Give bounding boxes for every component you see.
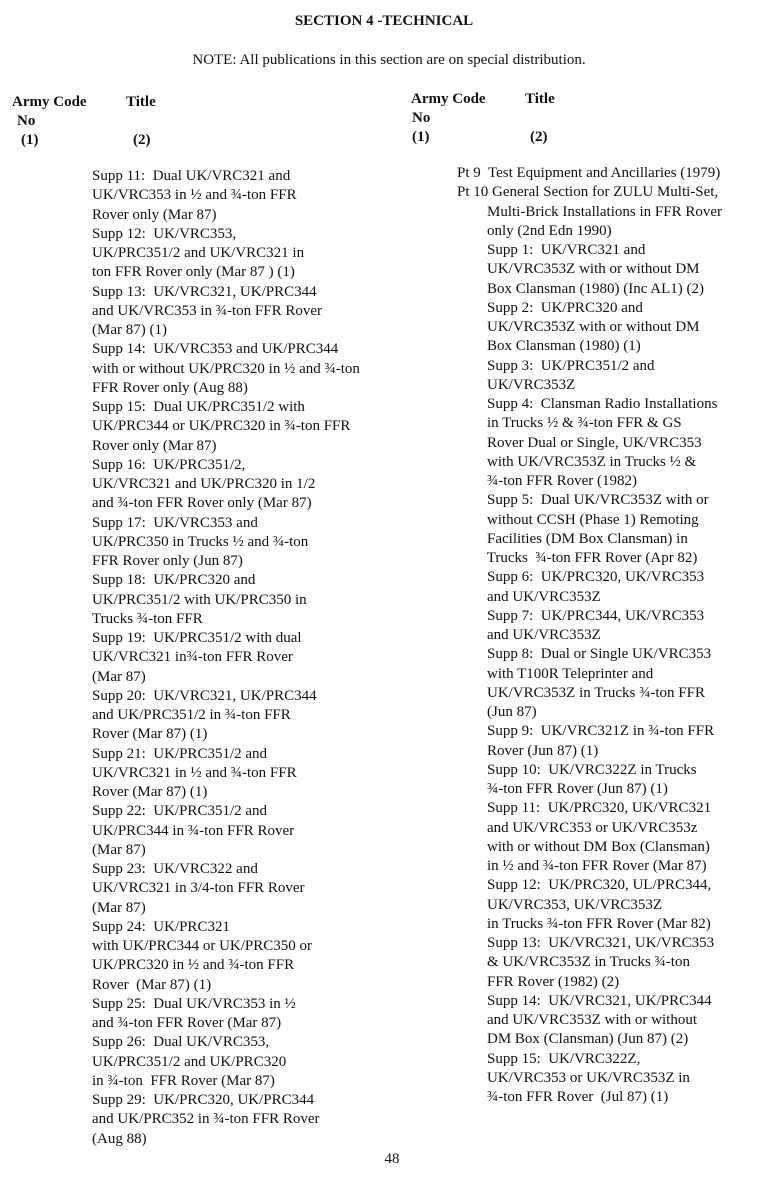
publication-line: only (2nd Edn 1990)	[457, 222, 612, 239]
publication-line: with T100R Teleprinter and	[457, 665, 654, 682]
publication-line: ¾-ton FFR Rover (Jul 87) (1)	[457, 1089, 669, 1105]
publication-line: Supp 7: UK/PRC344, UK/VRC353	[457, 607, 705, 624]
publication-line: & UK/VRC353Z in Trucks ¾-ton	[457, 954, 690, 971]
publication-line: (Jun 87)	[457, 704, 537, 720]
title-header-right: Title	[525, 91, 555, 107]
publication-line: UK/VRC353Z	[457, 376, 576, 393]
publication-line: UK/PRC344 or UK/PRC320 in ¾-ton FFR	[92, 418, 351, 435]
publication-line: Supp 8: Dual or Single UK/VRC353	[457, 646, 712, 663]
publication-line: with UK/VRC353Z in Trucks ½ &	[457, 453, 697, 470]
publication-line: UK/VRC321 in¾-ton FFR Rover	[92, 649, 293, 666]
publication-line: Pt 10 General Section for ZULU Multi-Set,	[457, 184, 719, 201]
publication-line: DM Box (Clansman) (Jun 87) (2)	[457, 1031, 689, 1048]
publication-line: UK/VRC321 and UK/PRC320 in 1/2	[92, 476, 316, 492]
army-code-header: Army Code	[12, 94, 87, 110]
publication-line: UK/VRC321 in 3/4-ton FFR Rover	[92, 880, 305, 897]
column-2-header-right: (2)	[530, 129, 548, 145]
publication-line: UK/PRC344 in ¾-ton FFR Rover	[92, 822, 295, 839]
right-publication-list	[457, 164, 763, 1107]
distribution-note: NOTE: All publications in this section are on special distribution.	[192, 52, 586, 68]
publication-line: Supp 25: Dual UK/VRC353 in ½	[92, 995, 296, 1012]
publication-line: in Trucks ¾-ton FFR Rover (Mar 82)	[457, 915, 711, 932]
publication-line: Supp 29: UK/PRC320, UK/PRC344	[92, 1092, 315, 1108]
publication-line: Supp 12: UK/VRC353,	[92, 225, 237, 242]
publication-line: Supp 3: UK/PRC351/2 and	[457, 357, 655, 374]
publication-line: Supp 22: UK/PRC351/2 and	[92, 803, 268, 820]
page-number: 48	[384, 1151, 400, 1167]
column-1-header: (1)	[21, 132, 39, 148]
army-code-no-header: No	[17, 113, 36, 129]
publication-line: Rover only (Mar 87)	[92, 206, 217, 223]
army-code-no-header-right: No	[412, 110, 431, 126]
publication-line: and ¾-ton FFR Rover (Mar 87)	[92, 1015, 282, 1031]
publication-line: Supp 14: UK/VRC321, UK/PRC344	[457, 992, 712, 1009]
publication-line: UK/VRC353Z in Trucks ¾-ton FFR	[457, 684, 705, 701]
publication-line: with UK/PRC344 or UK/PRC350 or	[92, 938, 313, 954]
publication-line: in Trucks ½ & ¾-ton FFR & GS	[457, 415, 682, 432]
publication-line: Pt 9 Test Equipment and Ancillaries (1979)	[457, 165, 721, 181]
publication-line: Supp 1: UK/VRC321 and	[457, 242, 646, 258]
publication-line: UK/VRC321 in ½ and ¾-ton FFR	[92, 764, 297, 781]
publication-line: Supp 11: UK/PRC320, UK/VRC321	[457, 800, 712, 817]
publication-line: Rover (Jun 87) (1)	[457, 742, 599, 759]
publication-line: and UK/VRC353 or UK/VRC353z	[457, 819, 698, 836]
publication-line: ton FFR Rover only (Mar 87 ) (1)	[92, 264, 295, 281]
publication-line: Supp 26: Dual UK/VRC353,	[92, 1034, 270, 1051]
publication-line: FFR Rover only (Jun 87)	[92, 553, 243, 569]
publication-line: and UK/VRC353 in ¾-ton FFR Rover	[92, 302, 323, 319]
publication-line: ¾-ton FFR Rover (1982)	[457, 473, 637, 489]
publication-line: Supp 6: UK/PRC320, UK/VRC353	[457, 569, 705, 586]
publication-line: and UK/VRC353Z	[457, 588, 601, 605]
publication-line: Rover only (Mar 87)	[92, 437, 217, 454]
publication-line: Facilities (DM Box Clansman) in	[457, 530, 688, 547]
publication-line: in ½ and ¾-ton FFR Rover (Mar 87)	[457, 858, 707, 874]
publication-line: Supp 15: UK/VRC322Z,	[457, 1050, 641, 1067]
publication-line: and UK/VRC353Z with or without	[457, 1012, 697, 1028]
publication-line: and ¾-ton FFR Rover only (Mar 87)	[92, 495, 312, 512]
publication-line: Supp 12: UK/PRC320, UL/PRC344,	[457, 877, 712, 894]
publication-line: Rover Dual or Single, UK/VRC353	[457, 434, 702, 451]
publication-line: Supp 18: UK/PRC320 and	[92, 572, 256, 589]
publication-line: Supp 20: UK/VRC321, UK/PRC344	[92, 687, 317, 704]
publication-line: Supp 15: Dual UK/PRC351/2 with	[92, 399, 305, 415]
section-title: SECTION 4 -TECHNICAL	[294, 13, 474, 29]
publication-line: FFR Rover (1982) (2)	[457, 973, 620, 990]
publication-line: UK/VRC353 in ½ and ¾-ton FFR	[92, 187, 297, 204]
publication-line: with or without UK/PRC320 in ½ and ¾-ton	[92, 360, 360, 377]
publication-line: Rover (Mar 87) (1)	[92, 726, 208, 743]
publication-line: Supp 10: UK/VRC322Z in Trucks	[457, 761, 697, 778]
publication-line: Supp 13: UK/VRC321, UK/VRC353	[457, 935, 715, 951]
publication-line: Supp 24: UK/PRC321	[92, 918, 230, 935]
publication-line: UK/PRC351/2 and UK/PRC320	[92, 1053, 287, 1070]
column-2-header: (2)	[133, 132, 151, 148]
publication-line: Rover (Mar 87) (1)	[92, 784, 208, 800]
publication-line: (Mar 87)	[92, 899, 146, 916]
publication-line: (Mar 87) (1)	[92, 322, 167, 338]
publication-line: UK/VRC353 or UK/VRC353Z in	[457, 1069, 690, 1086]
publication-line: Rover (Mar 87) (1)	[92, 976, 212, 993]
publication-line: Supp 4: Clansman Radio Installations	[457, 396, 718, 412]
publication-line: UK/PRC351/2 and UK/VRC321 in	[92, 245, 305, 261]
publication-line: UK/PRC350 in Trucks ½ and ¾-ton	[92, 533, 309, 550]
title-header: Title	[126, 94, 156, 110]
publication-line: Supp 16: UK/PRC351/2,	[92, 456, 246, 473]
publication-line: Supp 21: UK/PRC351/2 and	[92, 745, 268, 762]
publication-line: UK/PRC351/2 with UK/PRC350 in	[92, 591, 307, 608]
publication-line: UK/PRC320 in ½ and ¾-ton FFR	[92, 957, 295, 974]
publication-line: Box Clansman (1980) (Inc AL1) (2)	[457, 280, 705, 297]
publication-line: Multi-Brick Installations in FFR Rover	[457, 203, 722, 220]
publication-line: Supp 23: UK/VRC322 and	[92, 861, 258, 877]
publication-line: UK/VRC353Z with or without DM	[457, 319, 700, 335]
publication-line: with or without DM Box (Clansman)	[457, 838, 710, 855]
publication-line: and UK/VRC353Z	[457, 627, 601, 643]
column-1-header-right: (1)	[412, 129, 430, 145]
publication-line: ¾-ton FFR Rover (Jun 87) (1)	[457, 781, 668, 797]
publication-line: UK/VRC353Z with or without DM	[457, 261, 700, 278]
publication-line: Supp 19: UK/PRC351/2 with dual	[92, 630, 302, 646]
army-code-header-right: Army Code	[411, 91, 486, 107]
publication-line: (Mar 87)	[92, 668, 146, 685]
publication-line: Supp 13: UK/VRC321, UK/PRC344	[92, 283, 317, 300]
publication-line: and UK/PRC352 in ¾-ton FFR Rover	[92, 1111, 320, 1128]
publication-line: Trucks ¾-ton FFR Rover (Apr 82)	[457, 550, 698, 566]
publication-line: Supp 17: UK/VRC353 and	[92, 514, 258, 531]
publication-line: Supp 2: UK/PRC320 and	[457, 299, 643, 316]
publication-line: without CCSH (Phase 1) Remoting	[457, 511, 699, 528]
publication-line: Trucks ¾-ton FFR	[92, 610, 203, 627]
publication-line: Supp 11: Dual UK/VRC321 and	[92, 168, 291, 184]
publication-line: Supp 14: UK/VRC353 and UK/PRC344	[92, 341, 339, 358]
publication-line: (Aug 88)	[92, 1130, 147, 1147]
publication-line: Supp 5: Dual UK/VRC353Z with or	[457, 492, 709, 509]
publication-line: and UK/PRC351/2 in ¾-ton FFR	[92, 707, 291, 723]
publication-line: UK/VRC353, UK/VRC353Z	[457, 896, 663, 913]
publication-line: FFR Rover only (Aug 88)	[92, 379, 248, 396]
publication-line: in ¾-ton FFR Rover (Mar 87)	[92, 1072, 275, 1089]
publication-line: Box Clansman (1980) (1)	[457, 338, 641, 355]
publication-line: Supp 9: UK/VRC321Z in ¾-ton FFR	[457, 723, 715, 740]
publication-line: (Mar 87)	[92, 841, 146, 858]
left-publication-list	[92, 167, 392, 1149]
